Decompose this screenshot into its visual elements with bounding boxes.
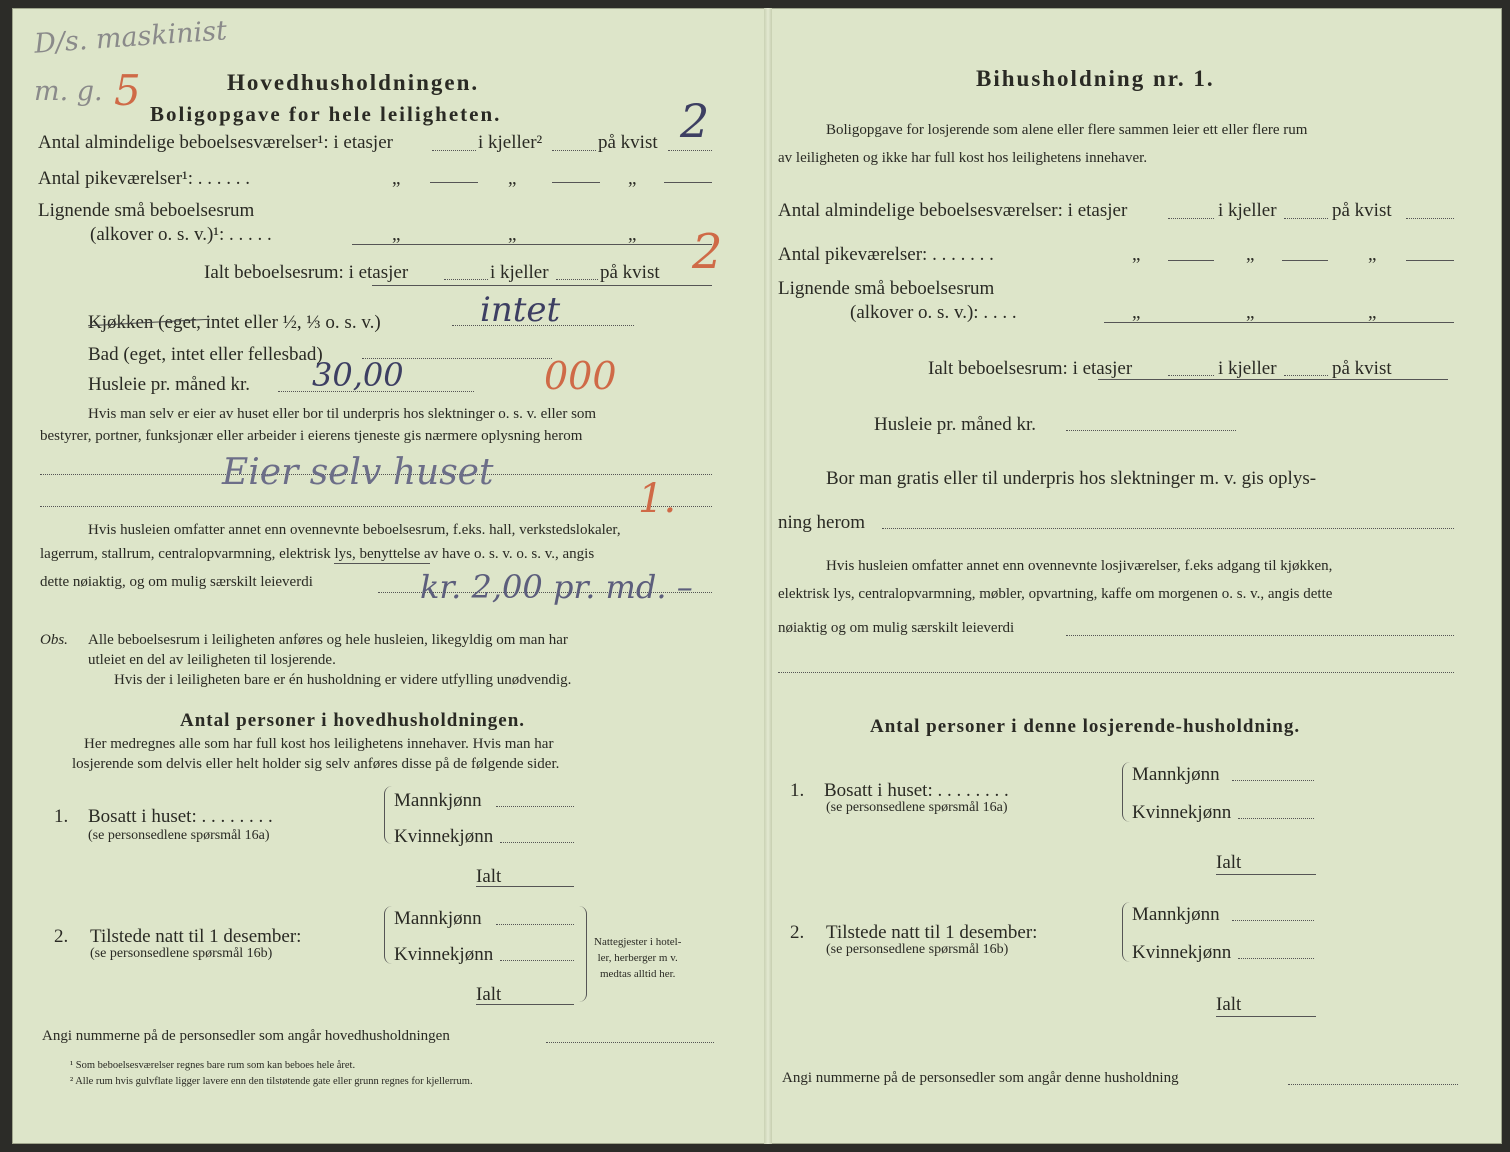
- left-subtitle: Boligopgave for hele leiligheten.: [150, 102, 502, 126]
- total-label: Ialt: [476, 866, 502, 887]
- right-alcove-line[interactable]: [1104, 322, 1454, 323]
- persons-title: Antal personer i hovedhusholdningen.: [180, 710, 526, 731]
- total-kjeller-field[interactable]: [556, 279, 598, 280]
- rent-label: Husleie pr. måned kr.: [88, 374, 250, 395]
- right-present-total-field[interactable]: [1216, 1016, 1316, 1017]
- owner-value: Eier selv huset: [222, 452, 494, 493]
- right-rent-label: Husleie pr. måned kr.: [874, 414, 1036, 435]
- night-guests-note: Nattegjester i hotel- ler, herberger m v. medtas alltid her.: [594, 936, 682, 980]
- margin-note-mg: m. g.: [34, 76, 103, 107]
- rooms-value: 2: [680, 94, 710, 148]
- ditto-mark: „: [628, 224, 637, 245]
- total-etasjer-field[interactable]: [444, 279, 488, 280]
- maid-kvist-field[interactable]: [664, 182, 712, 183]
- brace: [384, 906, 393, 964]
- right-extra-field[interactable]: [1066, 635, 1454, 636]
- right-extra-line1: Hvis husleien omfatter annet enn ovennevnte losjiværelser, f.eks adgang til kjøkken,: [826, 558, 1333, 574]
- total-underline: [372, 285, 712, 286]
- alcove-label: (alkover o. s. v.)¹: . . . . .: [90, 224, 272, 245]
- right-extra-field-2[interactable]: [778, 672, 1454, 673]
- right-rooms-kjeller-field[interactable]: [1284, 218, 1328, 219]
- ditto-mark: „: [508, 224, 517, 245]
- item-number: 1.: [54, 806, 69, 827]
- left-title: Hovedhusholdningen.: [227, 70, 480, 95]
- small-rooms-label: Lignende små beboelsesrum: [38, 200, 255, 221]
- resident-sublabel: (se personsedlene spørsmål 16a): [88, 828, 270, 843]
- right-rooms-etasjer-field[interactable]: [1168, 218, 1214, 219]
- male-label: Mannkjønn: [1132, 904, 1220, 925]
- resident-label: Bosatt i huset: . . . . . . . .: [88, 806, 273, 827]
- right-resident-male-field[interactable]: [1232, 780, 1314, 781]
- present-sublabel: (se personsedlene spørsmål 16b): [90, 946, 273, 961]
- footnote-1: ¹ Som beboelsesværelser regnes bare rum som kan beboes hele året.: [70, 1060, 356, 1071]
- right-maid-kvist-field[interactable]: [1406, 260, 1454, 261]
- right-resident-label: Bosatt i huset: . . . . . . . .: [824, 780, 1009, 801]
- obs-line1: Alle beboelsesrum i leiligheten anføres og hele husleien, likegyldig om man har: [88, 632, 568, 648]
- rooms-kvist-field[interactable]: [668, 150, 712, 151]
- right-rent-field[interactable]: [1066, 430, 1236, 431]
- extra-value: kr. 2,00 pr. md. –: [420, 568, 693, 606]
- item-number: 1.: [790, 780, 805, 801]
- right-maid-etasjer-field[interactable]: [1168, 260, 1214, 261]
- rooms-label: Antal almindelige beboelsesværelser¹: i etasjer: [38, 132, 393, 153]
- obs-line2: utleiet en del av leiligheten til losjerende.: [88, 652, 336, 668]
- ditto-mark: „: [392, 168, 401, 189]
- rooms-etasjer-field[interactable]: [432, 150, 476, 151]
- persons-text-line2: losjerende som delvis eller helt holder sig selv anføres disse på de følgende sider.: [72, 756, 560, 772]
- total-label: Ialt: [1216, 994, 1242, 1015]
- brace: [578, 906, 587, 1002]
- right-resident-total-field[interactable]: [1216, 874, 1316, 875]
- right-intro-line2: av leiligheten og ikke har full kost hos leilighetens innehaver.: [778, 150, 1148, 166]
- right-small-rooms-label: Lignende små beboelsesrum: [778, 278, 995, 299]
- total-kjeller-label: i kjeller: [490, 262, 549, 283]
- owner-field-line2[interactable]: [40, 506, 712, 507]
- right-total-kjeller-field[interactable]: [1284, 375, 1328, 376]
- total-rooms-value: 2: [692, 224, 723, 280]
- rent-red-mark: 000: [544, 354, 617, 398]
- right-maid-kjeller-field[interactable]: [1282, 260, 1328, 261]
- obs-line3: Hvis der i leiligheten bare er én husholdning er videre utfylling unødvendig.: [114, 672, 572, 688]
- numbers-field[interactable]: [546, 1042, 714, 1043]
- resident-female-field[interactable]: [500, 842, 574, 843]
- extra-instruction-line1: Hvis husleien omfatter annet enn ovennevnte beboelsesrum, f.eks. hall, verkstedslokaler,: [88, 522, 621, 538]
- brace: [384, 786, 393, 844]
- ditto-mark: „: [1132, 244, 1141, 265]
- ditto-mark: „: [508, 168, 517, 189]
- margin-note-number: 5: [114, 66, 141, 115]
- footnote-2: ² Alle rum hvis gulvflate ligger lavere enn den tilstøtende gate eller grunn regnes for kjellerrum.: [70, 1076, 473, 1087]
- right-total-kjeller-label: i kjeller: [1218, 358, 1277, 379]
- right-total-kvist-label: på kvist: [1332, 358, 1392, 379]
- resident-male-field[interactable]: [496, 806, 574, 807]
- right-rooms-kvist-label: på kvist: [1332, 200, 1392, 221]
- right-rooms-kvist-field[interactable]: [1406, 218, 1454, 219]
- right-present-female-field[interactable]: [1238, 958, 1314, 959]
- bath-label: Bad (eget, intet eller fellesbad): [88, 344, 323, 365]
- obs-label: Obs.: [40, 632, 68, 648]
- page-fold: [764, 8, 772, 1144]
- ditto-mark: „: [1368, 302, 1377, 323]
- right-maid-label: Antal pikeværelser: . . . . . . .: [778, 244, 994, 265]
- present-male-field[interactable]: [496, 924, 574, 925]
- right-free-line1: Bor man gratis eller til underpris hos slektninger m. v. gis oplys-: [826, 468, 1317, 489]
- rooms-kjeller-label: i kjeller²: [478, 132, 543, 153]
- ditto-mark: „: [628, 168, 637, 189]
- rooms-kjeller-field[interactable]: [552, 150, 596, 151]
- owner-instruction-line2: bestyrer, portner, funksjonær eller arbeider i eierens tjeneste gis nærmere oplysning herom: [40, 428, 583, 444]
- right-rooms-kjeller-label: i kjeller: [1218, 200, 1277, 221]
- resident-total-field[interactable]: [476, 886, 574, 887]
- kitchen-label: Kjøkken (eget, intet eller ½, ⅓ o. s. v.): [88, 312, 381, 333]
- right-rooms-label: Antal almindelige beboelsesværelser: i etasjer: [778, 200, 1128, 221]
- extra-instruction-line3: dette nøiaktig, og om mulig særskilt leieverdi: [40, 574, 313, 590]
- item-number: 2.: [54, 926, 69, 947]
- right-total-etasjer-field[interactable]: [1168, 375, 1214, 376]
- right-present-label: Tilstede natt til 1 desember:: [826, 922, 1038, 943]
- present-female-field[interactable]: [500, 960, 574, 961]
- right-title: Bihusholdning nr. 1.: [976, 66, 1215, 91]
- right-extra-line3: nøiaktig og om mulig særskilt leieverdi: [778, 620, 1015, 636]
- kitchen-value: intet: [480, 290, 561, 330]
- total-label: Ialt: [1216, 852, 1242, 873]
- right-present-male-field[interactable]: [1232, 920, 1314, 921]
- right-total-label: Ialt beboelsesrum: i etasjer: [928, 358, 1133, 379]
- ditto-mark: „: [392, 224, 401, 245]
- total-label: Ialt: [476, 984, 502, 1005]
- female-label: Kvinnekjønn: [394, 826, 494, 847]
- male-label: Mannkjønn: [394, 790, 482, 811]
- right-resident-female-field[interactable]: [1238, 818, 1314, 819]
- present-total-field[interactable]: [476, 1004, 574, 1005]
- right-free-line2: ning herom: [778, 512, 866, 533]
- brace: [1122, 762, 1131, 822]
- item-number: 2.: [790, 922, 805, 943]
- right-intro-line1: Boligopgave for losjerende som alene eller flere sammen leier ett eller flere rum: [826, 122, 1308, 138]
- right-alcove-label: (alkover o. s. v.): . . . .: [850, 302, 1017, 323]
- ditto-mark: „: [1246, 244, 1255, 265]
- female-label: Kvinnekjønn: [394, 944, 494, 965]
- present-label: Tilstede natt til 1 desember:: [90, 926, 302, 947]
- right-free-field[interactable]: [882, 528, 1454, 529]
- numbers-label: Angi nummerne på de personsedler som angår hovedhusholdningen: [42, 1028, 450, 1044]
- right-present-sublabel: (se personsedlene spørsmål 16b): [826, 942, 1009, 957]
- female-label: Kvinnekjønn: [1132, 942, 1232, 963]
- census-form-sheet: [12, 8, 1502, 1144]
- owner-red-mark: 1.: [638, 476, 677, 522]
- brace: [1122, 902, 1131, 962]
- owner-instruction-line1: Hvis man selv er eier av huset eller bor til underpris hos slektninger o. s. v. eller som: [88, 406, 597, 422]
- extra-instruction-line2: lagerrum, stallrum, centralopvarmning, elektrisk lys, benyttelse av have o. s. v. o. s. v., angis: [40, 546, 595, 562]
- maid-rooms-label: Antal pikeværelser¹: . . . . . .: [38, 168, 251, 189]
- persons-text-line1: Her medregnes alle som har full kost hos leilighetens innehaver. Hvis man har: [84, 736, 554, 752]
- female-label: Kvinnekjønn: [1132, 802, 1232, 823]
- alcove-fields-line[interactable]: [352, 244, 712, 245]
- margin-note-occupation: D/s. maskinist: [33, 15, 228, 60]
- right-numbers-field[interactable]: [1288, 1084, 1458, 1085]
- ditto-mark: „: [1368, 244, 1377, 265]
- maid-kjeller-field[interactable]: [552, 182, 600, 183]
- ditto-mark: „: [1132, 302, 1141, 323]
- extra-underline: [334, 563, 430, 564]
- maid-etasjer-field[interactable]: [430, 182, 478, 183]
- ditto-mark: „: [1246, 302, 1255, 323]
- right-resident-sublabel: (se personsedlene spørsmål 16a): [826, 800, 1008, 815]
- right-numbers-label: Angi nummerne på de personsedler som angår denne husholdning: [782, 1070, 1179, 1086]
- right-extra-line2: elektrisk lys, centralopvarmning, møbler, opvartning, kaffe om morgenen o. s. v., angis dette: [778, 586, 1333, 602]
- rent-value: 30,00: [312, 356, 404, 394]
- total-kvist-label: på kvist: [600, 262, 660, 283]
- male-label: Mannkjønn: [1132, 764, 1220, 785]
- male-label: Mannkjønn: [394, 908, 482, 929]
- rooms-kvist-label: på kvist: [598, 132, 658, 153]
- right-total-underline: [1098, 379, 1448, 380]
- total-rooms-label: Ialt beboelsesrum: i etasjer: [204, 262, 409, 283]
- right-persons-title: Antal personer i denne losjerende-husholdning.: [870, 716, 1301, 737]
